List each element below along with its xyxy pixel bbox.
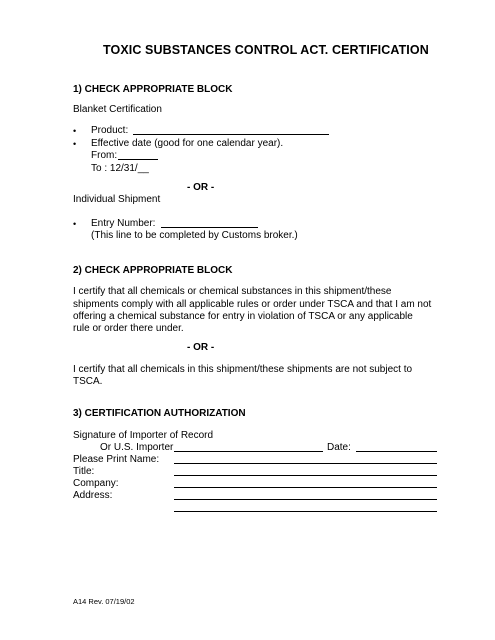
or-divider: - OR - [187,342,215,353]
entry-number-label: Entry Number: [91,218,156,229]
address-label: Address: [73,490,113,501]
certify-compliance-line: I certify that all chemicals or chemical substances in this shipment/these [73,286,392,297]
address-field-line-2[interactable] [174,511,437,512]
from-label: From: [91,150,118,161]
section-2-heading: 2) CHECK APPROPRIATE BLOCK [73,265,233,276]
section-3-heading: 3) CERTIFICATION AUTHORIZATION [73,408,246,419]
print-name-field[interactable] [174,463,437,464]
signature-field[interactable] [174,451,323,452]
bullet-icon: • [73,126,77,136]
from-date-field[interactable] [118,159,158,160]
date-field[interactable] [356,451,437,452]
signature-label: Signature of Importer of Record [73,430,214,441]
date-label: Date: [327,442,351,453]
or-divider: - OR - [187,182,215,193]
individual-shipment-label: Individual Shipment [73,194,161,205]
page-title: TOXIC SUBSTANCES CONTROL ACT. CERTIFICATION [103,43,429,57]
certify-not-subject-line: I certify that all chemicals in this shipment/these shipments are not subject to [73,364,413,375]
bullet-icon: • [73,139,77,149]
certify-compliance-line: rule or order there under. [73,323,184,334]
certify-not-subject-line: TSCA. [73,376,103,387]
address-field-line-1[interactable] [174,499,437,500]
to-date-label: To : 12/31/__ [91,163,149,174]
company-field[interactable] [174,487,437,488]
bullet-icon: • [73,219,77,229]
company-label: Company: [73,478,119,489]
title-field[interactable] [174,475,437,476]
product-label: Product: [91,125,129,136]
certify-compliance-line: offering a chemical substance for entry in violation of TSCA or any applicable [73,311,413,322]
certify-compliance-line: shipments comply with all applicable rules or order under TSCA and that I am not [73,299,432,310]
revision-footer: A14 Rev. 07/19/02 [73,597,135,606]
title-label: Title: [73,466,95,477]
us-importer-label: Or U.S. Importer [100,442,174,453]
product-field[interactable] [133,134,329,135]
section-1-heading: 1) CHECK APPROPRIATE BLOCK [73,84,233,95]
entry-number-note: (This line to be completed by Customs broker.) [91,230,298,241]
effective-date-label: Effective date (good for one calendar year). [91,138,284,149]
print-name-label: Please Print Name: [73,454,160,465]
blanket-certification-label: Blanket Certification [73,104,162,115]
entry-number-field[interactable] [161,227,258,228]
